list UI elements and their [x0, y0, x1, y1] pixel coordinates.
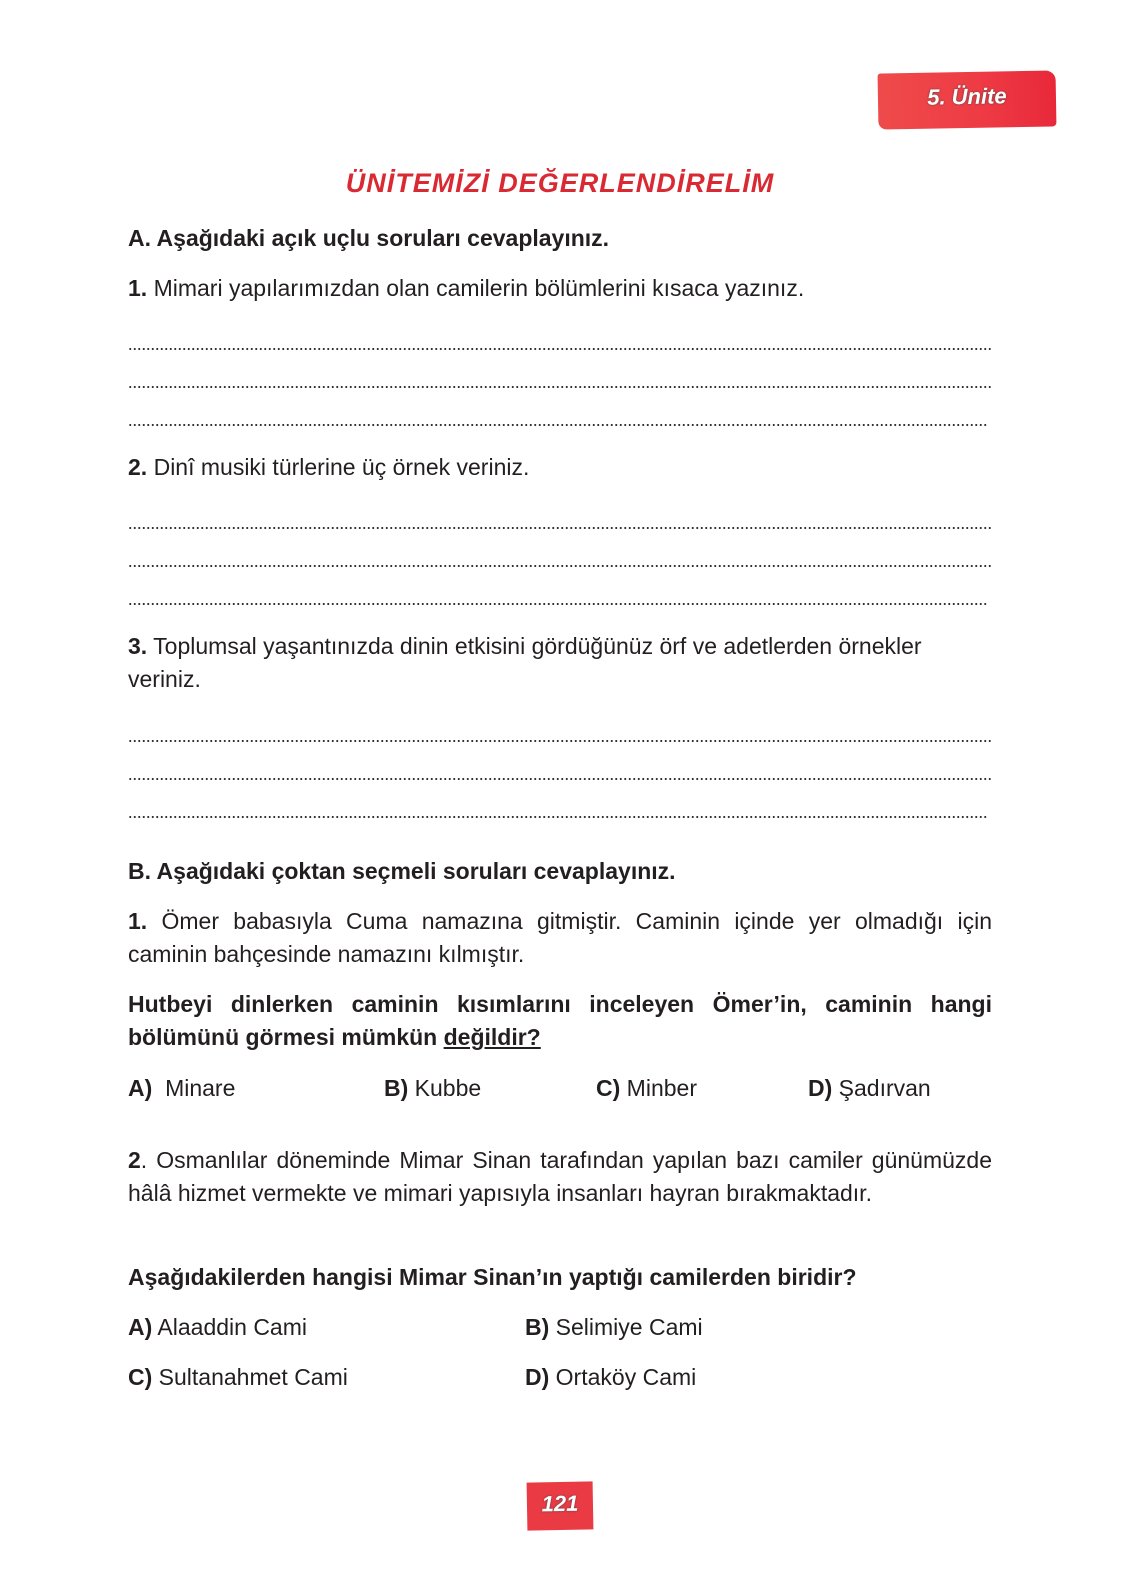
- answer-line[interactable]: [128, 740, 992, 742]
- option-b[interactable]: [384, 1072, 481, 1105]
- option-text: Alaaddin Cami: [157, 1314, 307, 1340]
- question-b2-options: [128, 1311, 992, 1401]
- question-b2: [128, 1144, 992, 1210]
- section-b-heading: B. Aşağıdaki çoktan seçmeli soruları cevaplayınız.: [128, 858, 676, 884]
- option-text: Şadırvan: [838, 1075, 931, 1101]
- question-text: . Osmanlılar döneminde Mimar Sinan tarafından yapılan bazı camiler günümüzde hâlâ hizmet vermekte ve mimari yapısıyla insanları hayran bırakmaktadır.: [128, 1147, 992, 1206]
- question-text: Dinî musiki türlerine üç örnek veriniz.: [153, 454, 530, 480]
- question-text: Ömer babasıyla Cuma namazına gitmiştir. Caminin içinde yer olmadığı için caminin bahçesinde namazını kılmıştır.: [128, 908, 993, 967]
- answer-line[interactable]: [128, 424, 988, 426]
- question-a3: [128, 630, 992, 696]
- question-number: 3.: [128, 633, 148, 659]
- question-number: 1.: [128, 275, 148, 301]
- option-letter: C): [596, 1075, 621, 1101]
- question-b2-stem: Aşağıdakilerden hangisi Mimar Sinan’ın yaptığı camilerden biridir?: [128, 1264, 857, 1290]
- question-number: 1.: [128, 908, 148, 934]
- option-letter: D): [808, 1075, 833, 1101]
- question-number: 2: [128, 1147, 141, 1173]
- option-letter: D): [525, 1364, 550, 1390]
- option-a[interactable]: [128, 1311, 307, 1344]
- option-text: Minare: [165, 1075, 236, 1101]
- answer-line[interactable]: [128, 603, 988, 605]
- option-text: Kubbe: [414, 1075, 482, 1101]
- answer-line[interactable]: [128, 527, 992, 529]
- option-d[interactable]: [525, 1361, 696, 1394]
- stem-emphasis: değildir?: [443, 1024, 541, 1050]
- option-d[interactable]: [808, 1072, 931, 1105]
- question-text: Toplumsal yaşantınızda dinin etkisini gördüğünüz örf ve adetlerden örnekler veriniz.: [128, 633, 922, 692]
- answer-line[interactable]: [128, 816, 988, 818]
- option-letter: A): [128, 1075, 153, 1101]
- stem-text: Hutbeyi dinlerken caminin kısımlarını inceleyen Ömer’in, caminin hangi bölümünü görmesi mümkün: [128, 991, 992, 1050]
- question-a2: [128, 451, 992, 484]
- unit-badge: [878, 70, 1057, 129]
- question-b1-options: [128, 1072, 992, 1105]
- question-number: 2.: [128, 454, 148, 480]
- page-number: 121: [541, 1490, 579, 1517]
- option-letter: C): [128, 1364, 153, 1390]
- question-text: Mimari yapılarımızdan olan camilerin bölümlerini kısaca yazınız.: [153, 275, 805, 301]
- option-letter: A): [128, 1314, 153, 1340]
- option-letter: B): [384, 1075, 409, 1101]
- option-text: Ortaköy Cami: [555, 1364, 697, 1390]
- option-c[interactable]: [128, 1361, 348, 1394]
- option-text: Selimiye Cami: [555, 1314, 703, 1340]
- answer-line[interactable]: [128, 348, 992, 350]
- option-letter: B): [525, 1314, 550, 1340]
- option-c[interactable]: [596, 1072, 697, 1105]
- answer-line[interactable]: [128, 565, 992, 567]
- option-b[interactable]: [525, 1311, 703, 1344]
- question-b1: [128, 905, 992, 971]
- option-text: Sultanahmet Cami: [158, 1364, 348, 1390]
- section-a-heading: A. Aşağıdaki açık uçlu soruları cevaplayınız.: [128, 225, 610, 251]
- unit-badge-label: 5. Ünite: [926, 83, 1007, 110]
- question-a1: [128, 272, 992, 305]
- answer-line[interactable]: [128, 386, 992, 388]
- page-title: ÜNİTEMİZİ DEĞERLENDİRELİM: [345, 168, 775, 198]
- option-text: Minber: [626, 1075, 697, 1101]
- question-b1-stem: [128, 988, 992, 1054]
- page-number-badge: [527, 1481, 594, 1530]
- answer-line[interactable]: [128, 778, 992, 780]
- option-a[interactable]: [128, 1072, 235, 1105]
